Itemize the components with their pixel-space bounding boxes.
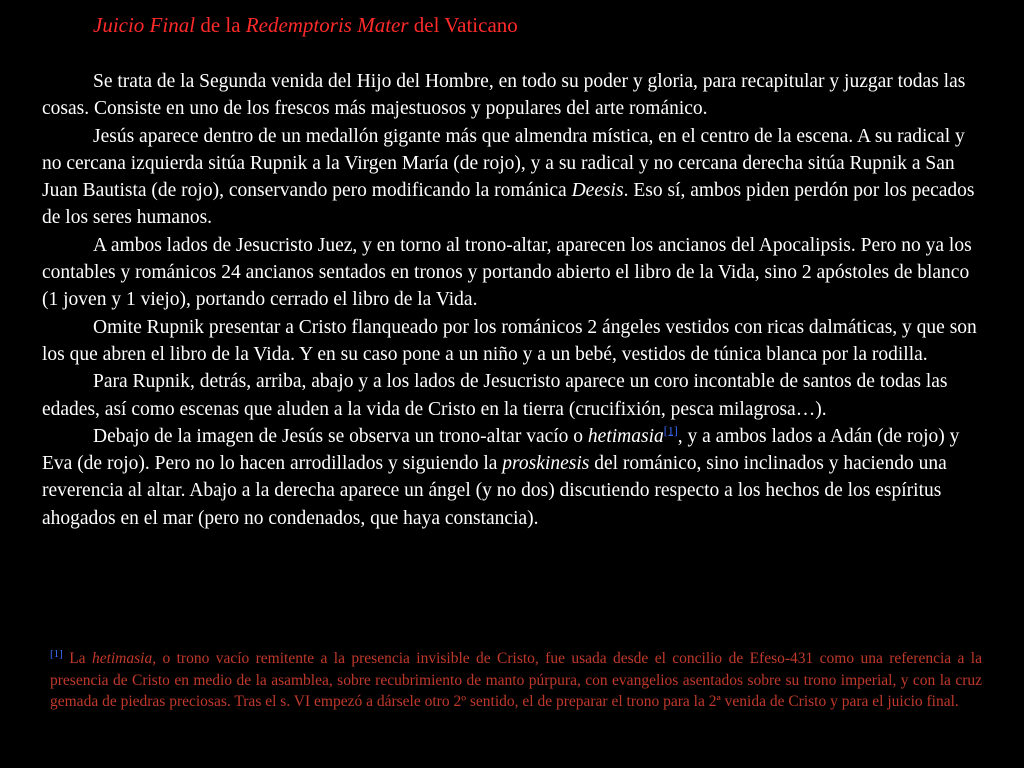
slide-title [93,12,518,38]
paragraph-5-text: Para Rupnik, detrás, arriba, abajo y a los lados de Jesucristo aparece un coro incontable de santos de todas las edades, así como escenas que aluden a la vida de Cristo en la tierra (crucifixión, pesca milagrosa…). [42,371,948,420]
deesis-term: Deesis [571,180,624,202]
paragraph-2-text-a: Jesús aparece dentro de un medallón gigante más que almendra mística, en el centro de la escena. A su radical y no cercana izquierda sitúa Rupnik a la Virgen María (de rojo), y a su radical y no cercana derecha sitúa Rupnik a San Juan Bautista (de rojo), conservando pero modificando la románica [42,125,965,202]
body-text [42,68,984,532]
paragraph-3 [42,232,984,314]
hetimasia-term: hetimasia [587,425,664,447]
title-text-del-vaticano: del Vaticano [408,13,518,37]
paragraph-6-text-a: Debajo de la imagen de Jesús se observa un trono-altar vacío o [93,425,588,447]
footnote-text-a: La [62,650,92,667]
paragraph-4 [42,314,984,369]
title-italic-juicio-final: Juicio Final [93,13,196,37]
footnote [50,648,982,713]
paragraph-4-text: Omite Rupnik presentar a Cristo flanqueado por los románicos 2 ángeles vestidos con ricas dalmáticas, y que son los que abren el libro de la Vida. Y en su caso pone a un niño y a un bebé, vestidos de túnica blanca por la rodilla. [42,316,977,365]
paragraph-2-text-c: . Eso sí, ambos piden perdón por los pecados de los seres humanos. [42,180,975,229]
paragraph-1 [42,68,984,123]
paragraph-3-text: A ambos lados de Jesucristo Juez, y en torno al trono-altar, aparecen los ancianos del Apocalipsis. Pero no ya los contables y románicos 24 ancianos sentados en tronos y portando abierto el libro de la Vida, sino 2 apóstoles de blanco (1 joven y 1 viejo), portando cerrado el libro de la Vida. [42,234,972,311]
paragraph-6-text-e: del románico, sino inclinados y haciendo una reverencia al altar. Abajo a la derecha aparece un ángel (y no dos) discutiendo respecto a los hechos de los espíritus ahogados en el mar (pero no condenados, que haya constancia). [42,453,947,529]
paragraph-5 [42,368,984,423]
paragraph-1-text: Se trata de la Segunda venida del Hijo del Hombre, en todo su poder y gloria, para recapitular y juzgar todas las cosas. Consiste en uno de los frescos más majestuosos y populares del arte románico. [42,71,966,120]
paragraph-6-text-c: , y a ambos lados a Adán (de rojo) y Eva (de rojo). Pero no lo hacen arrodillados y siguiendo la [42,425,960,475]
title-italic-redemptoris-mater: Redemptoris Mater [245,13,409,37]
title-text-de-la: de la [195,13,246,37]
footnote-reference-link[interactable]: [1] [663,423,678,438]
paragraph-2 [42,123,984,232]
paragraph-6 [42,423,984,532]
footnote-text-c: , o trono vacío remitente a la presencia invisible de Cristo, fue usada desde el concilio de Efeso-431 como una referencia a la presencia de Cristo en medio de la asamblea, sobre recubrimiento de manto púrpura, con evangelios asentados sobre su trono imperial, y con la cruz gemada de piedras preciosas. Tras el s. VI empezó a dársele otro 2º sentido, el de preparar el trono para la 2ª venida de Cristo y para el juicio final. [50,650,982,711]
footnote-hetimasia-term: hetimasia [91,650,153,667]
proskinesis-term: proskinesis [502,453,590,475]
footnote-mark: [1] [50,647,63,660]
